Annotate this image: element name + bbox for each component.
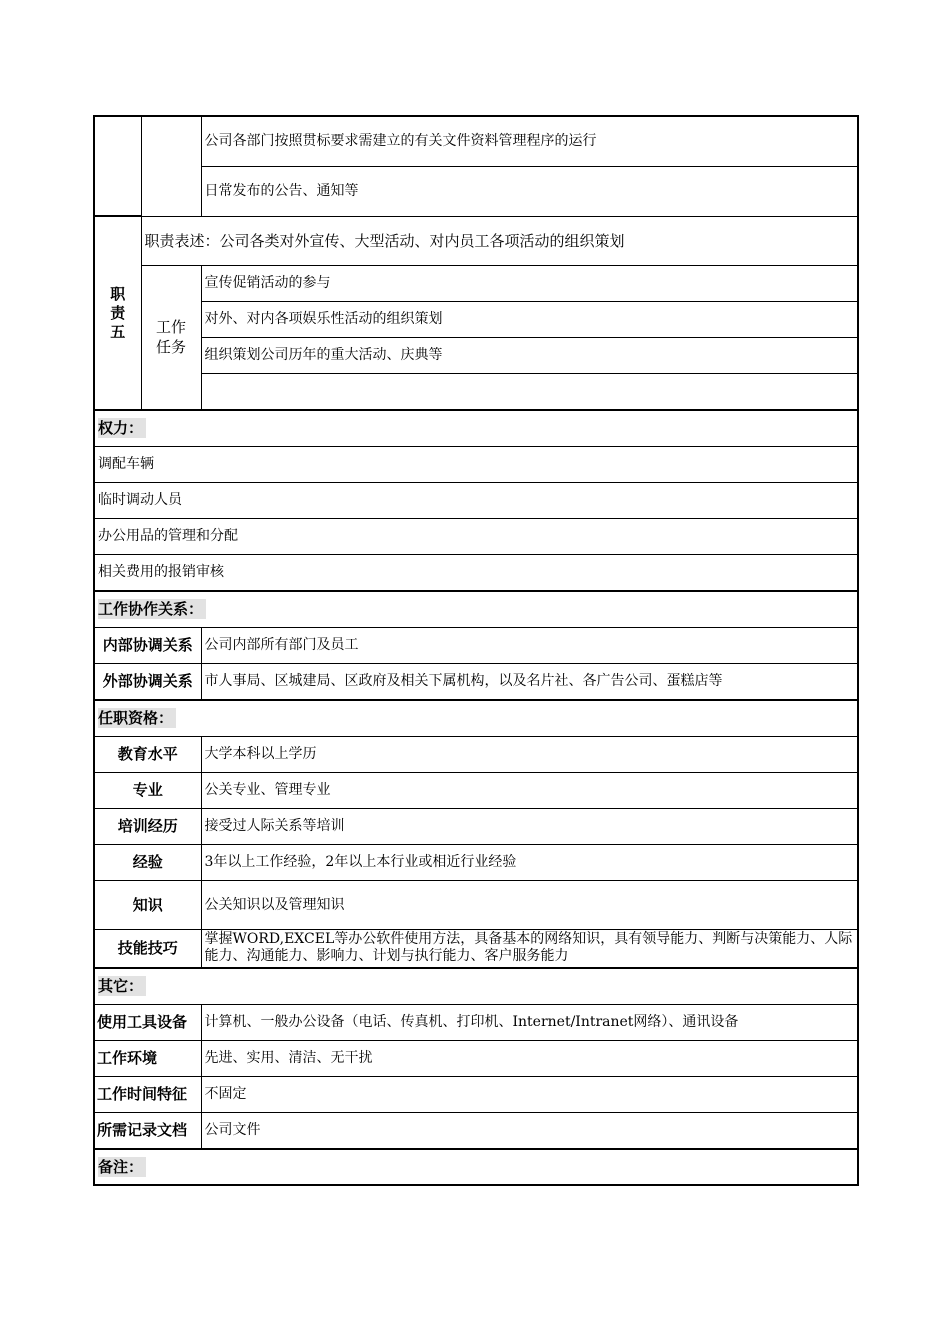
authority-header-row bbox=[94, 410, 858, 446]
other-header-row bbox=[94, 968, 858, 1004]
section-title: 权力： bbox=[98, 418, 146, 438]
relations-row bbox=[94, 627, 858, 663]
qualification-value: 掌握WORD,EXCEL等办公软件使用方法，具备基本的网络知识，具有领导能力、判断与决策能力、人际能力、沟通能力、影响力、计划与执行能力、客户服务能力 bbox=[201, 929, 858, 968]
relation-label: 内部协调关系 bbox=[94, 627, 201, 663]
task-item: 公司各部门按照贯标要求需建立的有关文件资料管理程序的运行 bbox=[201, 116, 858, 166]
duty-task-row bbox=[94, 301, 858, 337]
section-title: 任职资格： bbox=[98, 708, 176, 728]
qualification-row bbox=[94, 772, 858, 808]
duty-label-char: 五 bbox=[110, 322, 126, 341]
continued-duty-label-cell bbox=[94, 116, 141, 216]
continued-task-row bbox=[94, 166, 858, 216]
qualification-row bbox=[94, 880, 858, 929]
other-label: 使用工具设备 bbox=[94, 1004, 201, 1040]
qualification-row bbox=[94, 736, 858, 772]
authority-row bbox=[94, 554, 858, 591]
relation-value: 公司内部所有部门及员工 bbox=[201, 627, 858, 663]
duty-task-row bbox=[94, 373, 858, 410]
section-title: 其它： bbox=[98, 976, 146, 996]
task-item bbox=[201, 373, 858, 410]
authority-row bbox=[94, 446, 858, 482]
authority-row bbox=[94, 518, 858, 554]
work-task-label-line: 任务 bbox=[155, 338, 186, 357]
task-item: 日常发布的公告、通知等 bbox=[201, 166, 858, 216]
other-row bbox=[94, 1112, 858, 1149]
other-value: 计算机、一般办公设备（电话、传真机、打印机、Internet/Intranet网络）、通讯设备 bbox=[201, 1004, 858, 1040]
other-row bbox=[94, 1076, 858, 1112]
authority-header bbox=[94, 410, 858, 446]
qualification-label: 经验 bbox=[94, 844, 201, 880]
work-task-label-line: 工作 bbox=[155, 318, 186, 337]
section-title: 备注： bbox=[98, 1157, 146, 1177]
authority-item: 相关费用的报销审核 bbox=[94, 554, 858, 591]
qualification-value: 公关专业、管理专业 bbox=[201, 772, 858, 808]
authority-row bbox=[94, 482, 858, 518]
duty-five-label bbox=[94, 216, 141, 410]
qualification-label: 知识 bbox=[94, 880, 201, 929]
other-value: 先进、实用、清洁、无干扰 bbox=[201, 1040, 858, 1076]
authority-item: 调配车辆 bbox=[94, 446, 858, 482]
qualification-row bbox=[94, 929, 858, 968]
duty-label-char: 责 bbox=[110, 303, 126, 322]
continued-task-label-cell bbox=[141, 116, 201, 216]
qualifications-header bbox=[94, 700, 858, 736]
other-value: 不固定 bbox=[201, 1076, 858, 1112]
duty-task-row bbox=[94, 337, 858, 373]
authority-item: 临时调动人员 bbox=[94, 482, 858, 518]
qualification-label: 教育水平 bbox=[94, 736, 201, 772]
duty-summary-row bbox=[94, 216, 858, 265]
relations-header bbox=[94, 591, 858, 627]
qualification-value: 公关知识以及管理知识 bbox=[201, 880, 858, 929]
task-item: 宣传促销活动的参与 bbox=[201, 265, 858, 301]
remarks-header-row bbox=[94, 1149, 858, 1185]
remarks-header bbox=[94, 1149, 858, 1185]
other-row bbox=[94, 1004, 858, 1040]
continued-task-row bbox=[94, 116, 858, 166]
section-title: 工作协作关系： bbox=[98, 599, 206, 619]
qualification-row bbox=[94, 808, 858, 844]
other-label: 所需记录文档 bbox=[94, 1112, 201, 1149]
job-description-document bbox=[93, 115, 857, 1186]
work-task-label bbox=[141, 265, 201, 410]
qualification-row bbox=[94, 844, 858, 880]
qualification-label: 培训经历 bbox=[94, 808, 201, 844]
relation-value: 市人事局、区城建局、区政府及相关下属机构，以及名片社、各广告公司、蛋糕店等 bbox=[201, 663, 858, 700]
qualification-label: 专业 bbox=[94, 772, 201, 808]
qualification-label: 技能技巧 bbox=[94, 929, 201, 968]
other-row bbox=[94, 1040, 858, 1076]
other-value: 公司文件 bbox=[201, 1112, 858, 1149]
other-label: 工作时间特征 bbox=[94, 1076, 201, 1112]
relations-header-row bbox=[94, 591, 858, 627]
duty-summary: 职责表述：公司各类对外宣传、大型活动、对内员工各项活动的组织策划 bbox=[141, 216, 858, 265]
qualification-value: 3年以上工作经验，2年以上本行业或相近行业经验 bbox=[201, 844, 858, 880]
authority-item: 办公用品的管理和分配 bbox=[94, 518, 858, 554]
task-item: 组织策划公司历年的重大活动、庆典等 bbox=[201, 337, 858, 373]
other-label: 工作环境 bbox=[94, 1040, 201, 1076]
duty-label-char: 职 bbox=[110, 284, 126, 303]
duty-task-row bbox=[94, 265, 858, 301]
job-description-table bbox=[93, 115, 859, 1186]
task-item: 对外、对内各项娱乐性活动的组织策划 bbox=[201, 301, 858, 337]
qualifications-header-row bbox=[94, 700, 858, 736]
relation-label: 外部协调关系 bbox=[94, 663, 201, 700]
qualification-value: 接受过人际关系等培训 bbox=[201, 808, 858, 844]
relations-row bbox=[94, 663, 858, 700]
qualification-value: 大学本科以上学历 bbox=[201, 736, 858, 772]
other-header bbox=[94, 968, 858, 1004]
